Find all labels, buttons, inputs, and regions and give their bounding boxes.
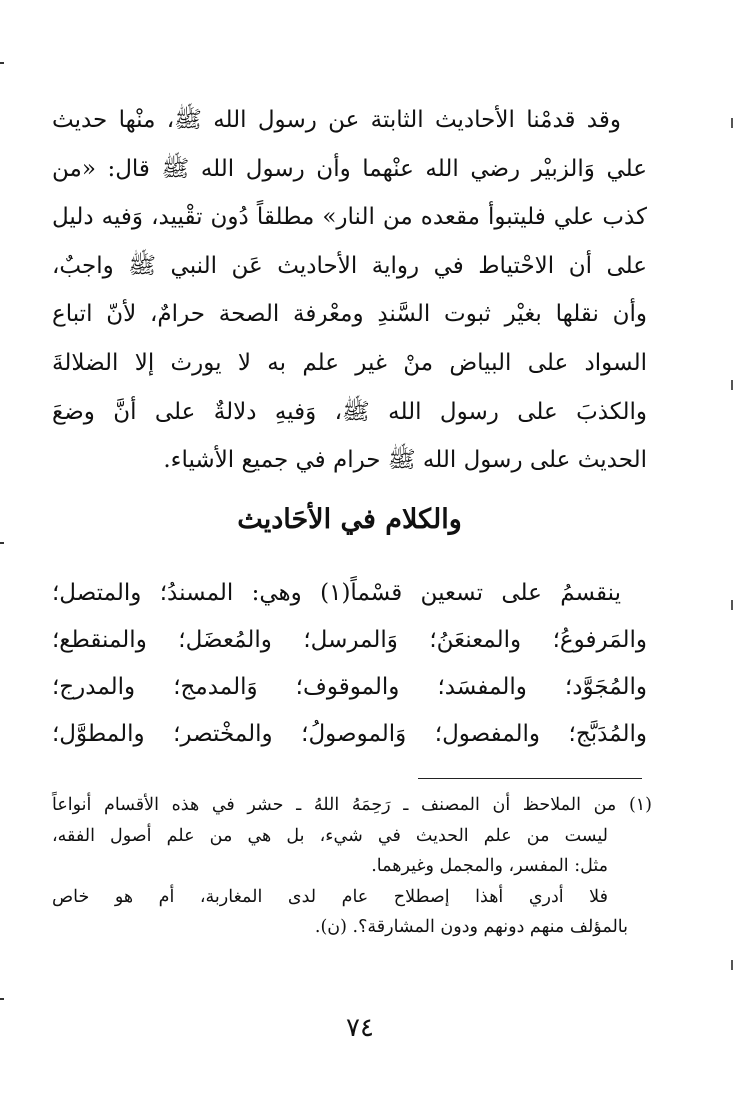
right-edge-mark bbox=[731, 380, 733, 390]
text-line: السواد على البياض منْ غير علم به لا يورث إلا الضلالةَ bbox=[52, 349, 647, 376]
left-edge-mark bbox=[0, 542, 4, 544]
footnote bbox=[52, 790, 652, 943]
right-edge-mark bbox=[731, 960, 733, 970]
text-line: على أن الاحْتياط في رواية الأحاديث عَن النبي ﷺ واجبٌ، bbox=[52, 252, 647, 279]
left-edge-mark bbox=[0, 998, 4, 1000]
text-line: والمَرفوعُ؛ والمعنعَنُ؛ وَالمرسل؛ والمُعضَل؛ والمنقطع؛ bbox=[52, 627, 647, 653]
right-edge-mark bbox=[731, 600, 733, 610]
footnote-line: فلا أدري أهذا إصطلاح عام لدى المغاربة، أم هو خاص bbox=[52, 886, 608, 907]
section-heading: والكلام في الأحَاديث bbox=[237, 504, 462, 535]
footnote-line: مثل: المفسر، والمجمل وغيرهما. bbox=[371, 856, 608, 876]
page-number: ٧٤ bbox=[346, 1013, 374, 1043]
text-line: الحديث على رسول الله ﷺ حرام في جميع الأشياء. bbox=[163, 447, 647, 474]
hadith-types-paragraph bbox=[52, 570, 647, 758]
text-line: والمُجَوَّد؛ والمفسَد؛ والموقوف؛ وَالمدمج؛ والمدرج؛ bbox=[52, 674, 647, 700]
text-line: كذب علي فليتبوأ مقعده من النار» مطلقاً دُون تقْييد، وَفيه دليل bbox=[52, 204, 647, 231]
text-line: علي وَالزبيْر رضي الله عنْهما وأن رسول الله ﷺ قال: «من bbox=[52, 155, 647, 182]
intro-paragraph bbox=[52, 96, 647, 485]
right-edge-mark bbox=[731, 118, 733, 128]
footnote-line: بالمؤلف منهم دونهم ودون المشارقة؟. (ن). bbox=[314, 917, 628, 937]
text-line: والمُدَبَّج؛ والمفصول؛ وَالموصولُ؛ والمخْتصر؛ والمطوَّل؛ bbox=[52, 721, 647, 747]
footnote-line: ليست من علم الحديث في شيء، بل هي من علم أصول الفقه، bbox=[52, 825, 608, 846]
text-line: وقد قدمْنا الأحاديث الثابتة عن رسول الله ﷺ، منْها حديث bbox=[52, 107, 621, 133]
footnote-text: من الملاحظ أن المصنف ـ رَحِمَهُ اللهُ ـ حشر في هذه الأقسام أنواعاً bbox=[52, 795, 617, 815]
text-line: والكذبَ على رسول الله ﷺ، وَفيهِ دلالةٌ على أنَّ وضعَ bbox=[52, 398, 647, 425]
text-line: وأن نقلها بغيْر ثبوت السَّندِ ومعْرفة الصحة حرامٌ، لأنّ اتباع bbox=[52, 301, 647, 328]
text-line: ينقسمُ على تسعين قسْماً(١) وهي: المسندُ؛ والمتصل؛ bbox=[52, 580, 621, 606]
left-edge-mark bbox=[0, 62, 4, 64]
footnote-line bbox=[52, 790, 652, 821]
footnote-marker: (١) bbox=[628, 795, 652, 815]
footnote-separator bbox=[418, 778, 642, 779]
